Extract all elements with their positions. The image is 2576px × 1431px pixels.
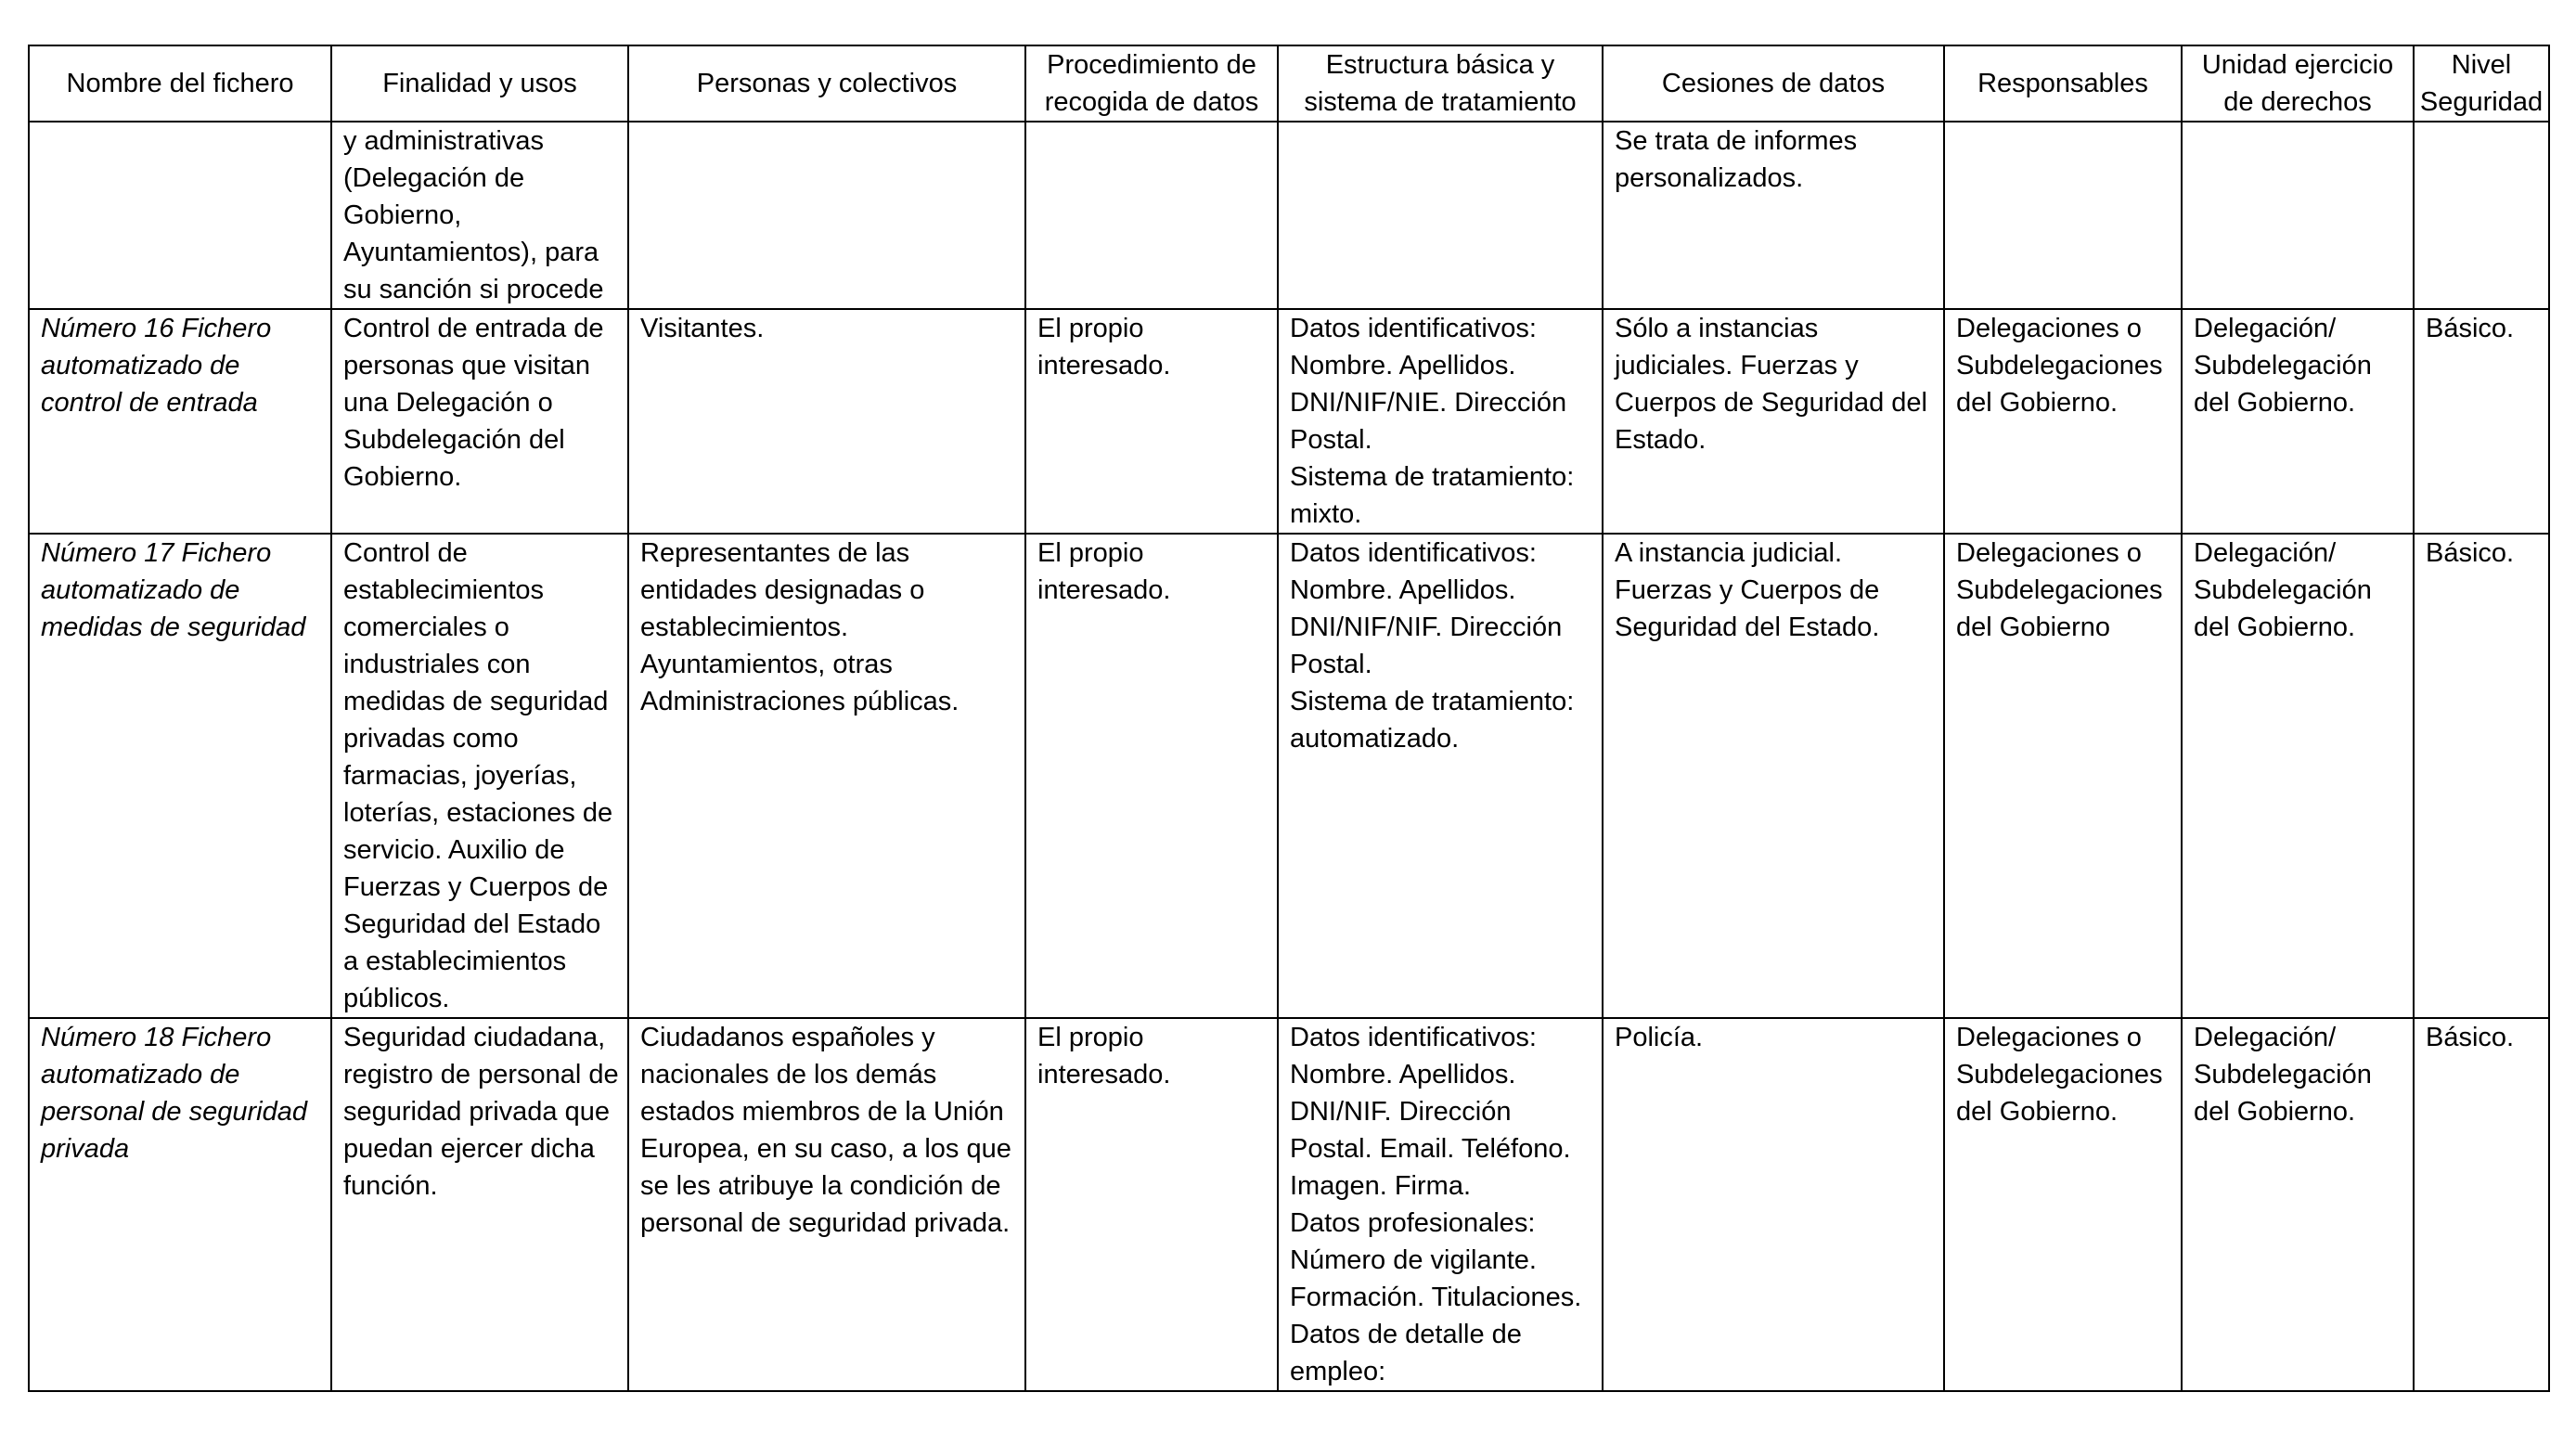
- cell-text-line: establecimientos: [343, 575, 544, 605]
- cell-text-line: empleo:: [1290, 1357, 1386, 1386]
- cell-nivel-seguridad: [2414, 309, 2549, 534]
- cell-responsables: [1944, 534, 2182, 1018]
- cell-responsables: [1944, 309, 2182, 534]
- cell-text-line: entidades designadas o: [640, 575, 925, 605]
- cell-text-line: Delegaciones o: [1956, 1023, 2142, 1052]
- cell-text-line: una Delegación o: [343, 388, 553, 418]
- cell-text-line: farmacias, joyerías,: [343, 761, 577, 791]
- cell-text-line: medidas de seguridad: [41, 612, 306, 642]
- cell-text-line: Postal.: [1290, 425, 1372, 455]
- cell-text-line: Postal.: [1290, 650, 1372, 679]
- cell-text-line: Seguridad ciudadana,: [343, 1023, 606, 1052]
- cell-nombre-del-fichero: [29, 122, 331, 309]
- cell-text-line: Ayuntamientos), para: [343, 238, 599, 267]
- cell-procedimiento-recogida: [1025, 122, 1278, 309]
- cell-text-line: A instancia judicial.: [1615, 538, 1843, 568]
- cell-text-line: Nombre. Apellidos.: [1290, 351, 1516, 380]
- header-nivel-seguridad: [2414, 45, 2549, 122]
- cell-text-line: Ayuntamientos, otras: [640, 650, 893, 679]
- table-row: [29, 122, 2549, 309]
- cell-estructura-basica: [1278, 1018, 1603, 1391]
- cell-cesiones-de-datos: [1603, 1018, 1944, 1391]
- cell-text-line: Subdelegaciones: [1956, 575, 2163, 605]
- cell-text-line: (Delegación de: [343, 163, 525, 193]
- cell-text-line: del Gobierno.: [2194, 388, 2356, 418]
- cell-text-line: Subdelegación del: [343, 425, 565, 455]
- cell-personas-y-colectivos: [628, 1018, 1025, 1391]
- header-text-line: Unidad ejercicio: [2201, 50, 2394, 80]
- cell-text-line: Subdelegación: [2194, 1060, 2372, 1089]
- cell-personas-y-colectivos: [628, 534, 1025, 1018]
- cell-text-line: se les atribuye la condición de: [640, 1171, 1001, 1201]
- cell-text-line: Número 18 Fichero: [41, 1023, 272, 1052]
- table-body: [29, 122, 2549, 1391]
- cell-finalidad-y-usos: [331, 122, 628, 309]
- cell-text-line: Estado.: [1615, 425, 1707, 455]
- fichero-table: [28, 45, 2550, 1392]
- cell-text-line: El propio: [1037, 538, 1144, 568]
- cell-text-line: Control de: [343, 538, 468, 568]
- cell-text-line: personas que visitan: [343, 351, 590, 380]
- cell-text-line: control de entrada: [41, 388, 258, 418]
- header-text-line: Estructura básica y: [1325, 50, 1555, 80]
- cell-personas-y-colectivos: [628, 122, 1025, 309]
- cell-cesiones-de-datos: [1603, 309, 1944, 534]
- cell-text-line: Europea, en su caso, a los que: [640, 1134, 1011, 1164]
- cell-text-line: Delegación/: [2194, 1023, 2337, 1052]
- cell-finalidad-y-usos: [331, 309, 628, 534]
- cell-text-line: nacionales de los demás: [640, 1060, 937, 1089]
- cell-text-line: su sanción si procede: [343, 275, 604, 304]
- cell-text-line: Gobierno.: [343, 462, 462, 492]
- header-text-line: Nivel: [2451, 50, 2512, 80]
- cell-text-line: del Gobierno.: [2194, 612, 2356, 642]
- cell-text-line: Básico.: [2426, 314, 2515, 343]
- cell-text-line: Sistema de tratamiento:: [1290, 687, 1575, 716]
- cell-text-line: Fuerzas y Cuerpos de: [343, 872, 609, 902]
- cell-text-line: personal de seguridad: [41, 1097, 307, 1127]
- cell-nombre-del-fichero: [29, 1018, 331, 1391]
- cell-finalidad-y-usos: [331, 534, 628, 1018]
- cell-text-line: puedan ejercer dicha: [343, 1134, 595, 1164]
- cell-text-line: Subdelegaciones: [1956, 351, 2163, 380]
- cell-text-line: a establecimientos: [343, 947, 567, 976]
- table-row: [29, 309, 2549, 534]
- cell-text-line: Básico.: [2426, 538, 2515, 568]
- cell-text-line: loterías, estaciones de: [343, 798, 613, 828]
- cell-estructura-basica: [1278, 309, 1603, 534]
- cell-responsables: [1944, 122, 2182, 309]
- cell-text-line: establecimientos.: [640, 612, 849, 642]
- cell-text-line: Datos profesionales:: [1290, 1208, 1536, 1238]
- header-text-line: Procedimiento de: [1047, 50, 1256, 80]
- cell-text-line: Seguridad del Estado.: [1615, 612, 1880, 642]
- table-row: [29, 534, 2549, 1018]
- cell-text-line: Datos de detalle de: [1290, 1320, 1522, 1349]
- cell-text-line: personalizados.: [1615, 163, 1804, 193]
- cell-text-line: Básico.: [2426, 1023, 2515, 1052]
- header-row: [29, 45, 2549, 122]
- cell-text-line: automatizado.: [1290, 724, 1460, 754]
- document-page: [28, 45, 2548, 1392]
- cell-text-line: Delegación/: [2194, 538, 2337, 568]
- cell-text-line: privada: [41, 1134, 130, 1164]
- cell-text-line: Administraciones públicas.: [640, 687, 960, 716]
- cell-text-line: Delegación/: [2194, 314, 2337, 343]
- header-text-line: Responsables: [1977, 69, 2148, 98]
- cell-text-line: Número de vigilante.: [1290, 1245, 1537, 1275]
- cell-nombre-del-fichero: [29, 309, 331, 534]
- header-finalidad-y-usos: [331, 45, 628, 122]
- cell-text-line: Nombre. Apellidos.: [1290, 1060, 1516, 1089]
- cell-text-line: DNI/NIF. Dirección: [1290, 1097, 1512, 1127]
- cell-text-line: El propio: [1037, 1023, 1144, 1052]
- cell-text-line: Control de entrada de: [343, 314, 604, 343]
- header-personas-y-colectivos: [628, 45, 1025, 122]
- cell-text-line: personal de seguridad privada.: [640, 1208, 1011, 1238]
- header-text-line: Personas y colectivos: [696, 69, 958, 98]
- cell-text-line: Formación. Titulaciones.: [1290, 1283, 1582, 1312]
- cell-text-line: Datos identificativos:: [1290, 1023, 1537, 1052]
- cell-text-line: y administrativas: [343, 126, 544, 156]
- cell-unidad-ejercicio-derechos: [2182, 534, 2414, 1018]
- header-nombre-del-fichero: [29, 45, 331, 122]
- table-row: [29, 1018, 2549, 1391]
- cell-text-line: interesado.: [1037, 575, 1171, 605]
- cell-text-line: Datos identificativos:: [1290, 314, 1537, 343]
- cell-text-line: Sistema de tratamiento:: [1290, 462, 1575, 492]
- cell-text-line: interesado.: [1037, 351, 1171, 380]
- cell-text-line: Subdelegación: [2194, 575, 2372, 605]
- header-text-line: Seguridad: [2419, 87, 2544, 117]
- cell-text-line: del Gobierno.: [1956, 388, 2119, 418]
- cell-unidad-ejercicio-derechos: [2182, 1018, 2414, 1391]
- cell-text-line: Datos identificativos:: [1290, 538, 1537, 568]
- cell-text-line: Subdelegaciones: [1956, 1060, 2163, 1089]
- cell-text-line: Imagen. Firma.: [1290, 1171, 1471, 1201]
- cell-text-line: automatizado de: [41, 1060, 240, 1089]
- cell-nombre-del-fichero: [29, 534, 331, 1018]
- cell-text-line: Se trata de informes: [1615, 126, 1858, 156]
- cell-text-line: seguridad privada que: [343, 1097, 610, 1127]
- cell-text-line: automatizado de: [41, 351, 240, 380]
- cell-responsables: [1944, 1018, 2182, 1391]
- cell-text-line: Delegaciones o: [1956, 538, 2142, 568]
- cell-text-line: públicos.: [343, 984, 450, 1013]
- cell-personas-y-colectivos: [628, 309, 1025, 534]
- header-text-line: Finalidad y usos: [382, 69, 577, 98]
- cell-text-line: Ciudadanos españoles y: [640, 1023, 935, 1052]
- header-text-line: de derechos: [2223, 87, 2372, 117]
- cell-text-line: Cuerpos de Seguridad del: [1615, 388, 1927, 418]
- cell-nivel-seguridad: [2414, 122, 2549, 309]
- cell-text-line: interesado.: [1037, 1060, 1171, 1089]
- cell-text-line: privadas como: [343, 724, 519, 754]
- header-text-line: Cesiones de datos: [1661, 69, 1886, 98]
- cell-text-line: del Gobierno.: [1956, 1097, 2119, 1127]
- cell-text-line: Número 17 Fichero: [41, 538, 272, 568]
- header-cesiones-de-datos: [1603, 45, 1944, 122]
- cell-text-line: DNI/NIF/NIE. Dirección: [1290, 388, 1567, 418]
- cell-estructura-basica: [1278, 122, 1603, 309]
- cell-text-line: Delegaciones o: [1956, 314, 2142, 343]
- cell-text-line: El propio: [1037, 314, 1144, 343]
- cell-nivel-seguridad: [2414, 1018, 2549, 1391]
- cell-text-line: medidas de seguridad: [343, 687, 609, 716]
- cell-text-line: comerciales o: [343, 612, 509, 642]
- cell-text-line: Seguridad del Estado: [343, 909, 601, 939]
- cell-text-line: función.: [343, 1171, 438, 1201]
- cell-text-line: Visitantes.: [640, 314, 765, 343]
- header-estructura-basica: [1278, 45, 1603, 122]
- cell-procedimiento-recogida: [1025, 1018, 1278, 1391]
- header-unidad-ejercicio-derechos: [2182, 45, 2414, 122]
- cell-text-line: Representantes de las: [640, 538, 910, 568]
- cell-procedimiento-recogida: [1025, 534, 1278, 1018]
- cell-nivel-seguridad: [2414, 534, 2549, 1018]
- header-text-line: sistema de tratamiento: [1304, 87, 1577, 117]
- cell-text-line: Nombre. Apellidos.: [1290, 575, 1516, 605]
- cell-text-line: Postal. Email. Teléfono.: [1290, 1134, 1571, 1164]
- cell-text-line: Número 16 Fichero: [41, 314, 272, 343]
- cell-text-line: automatizado de: [41, 575, 240, 605]
- cell-text-line: Sólo a instancias: [1615, 314, 1819, 343]
- cell-text-line: estados miembros de la Unión: [640, 1097, 1004, 1127]
- header-text-line: Nombre del fichero: [66, 69, 294, 98]
- cell-text-line: del Gobierno.: [2194, 1097, 2356, 1127]
- header-responsables: [1944, 45, 2182, 122]
- cell-text-line: mixto.: [1290, 499, 1362, 529]
- cell-text-line: judiciales. Fuerzas y: [1615, 351, 1859, 380]
- cell-text-line: servicio. Auxilio de: [343, 835, 565, 865]
- cell-cesiones-de-datos: [1603, 122, 1944, 309]
- cell-unidad-ejercicio-derechos: [2182, 309, 2414, 534]
- cell-text-line: Policía.: [1615, 1023, 1704, 1052]
- cell-text-line: del Gobierno: [1956, 612, 2111, 642]
- header-procedimiento-recogida: [1025, 45, 1278, 122]
- header-text-line: recogida de datos: [1044, 87, 1259, 117]
- cell-text-line: registro de personal de: [343, 1060, 619, 1089]
- cell-text-line: industriales con: [343, 650, 531, 679]
- cell-estructura-basica: [1278, 534, 1603, 1018]
- cell-cesiones-de-datos: [1603, 534, 1944, 1018]
- cell-text-line: Fuerzas y Cuerpos de: [1615, 575, 1880, 605]
- cell-text-line: Gobierno,: [343, 200, 462, 230]
- cell-procedimiento-recogida: [1025, 309, 1278, 534]
- cell-unidad-ejercicio-derechos: [2182, 122, 2414, 309]
- cell-text-line: Subdelegación: [2194, 351, 2372, 380]
- cell-text-line: DNI/NIF/NIF. Dirección: [1290, 612, 1563, 642]
- cell-finalidad-y-usos: [331, 1018, 628, 1391]
